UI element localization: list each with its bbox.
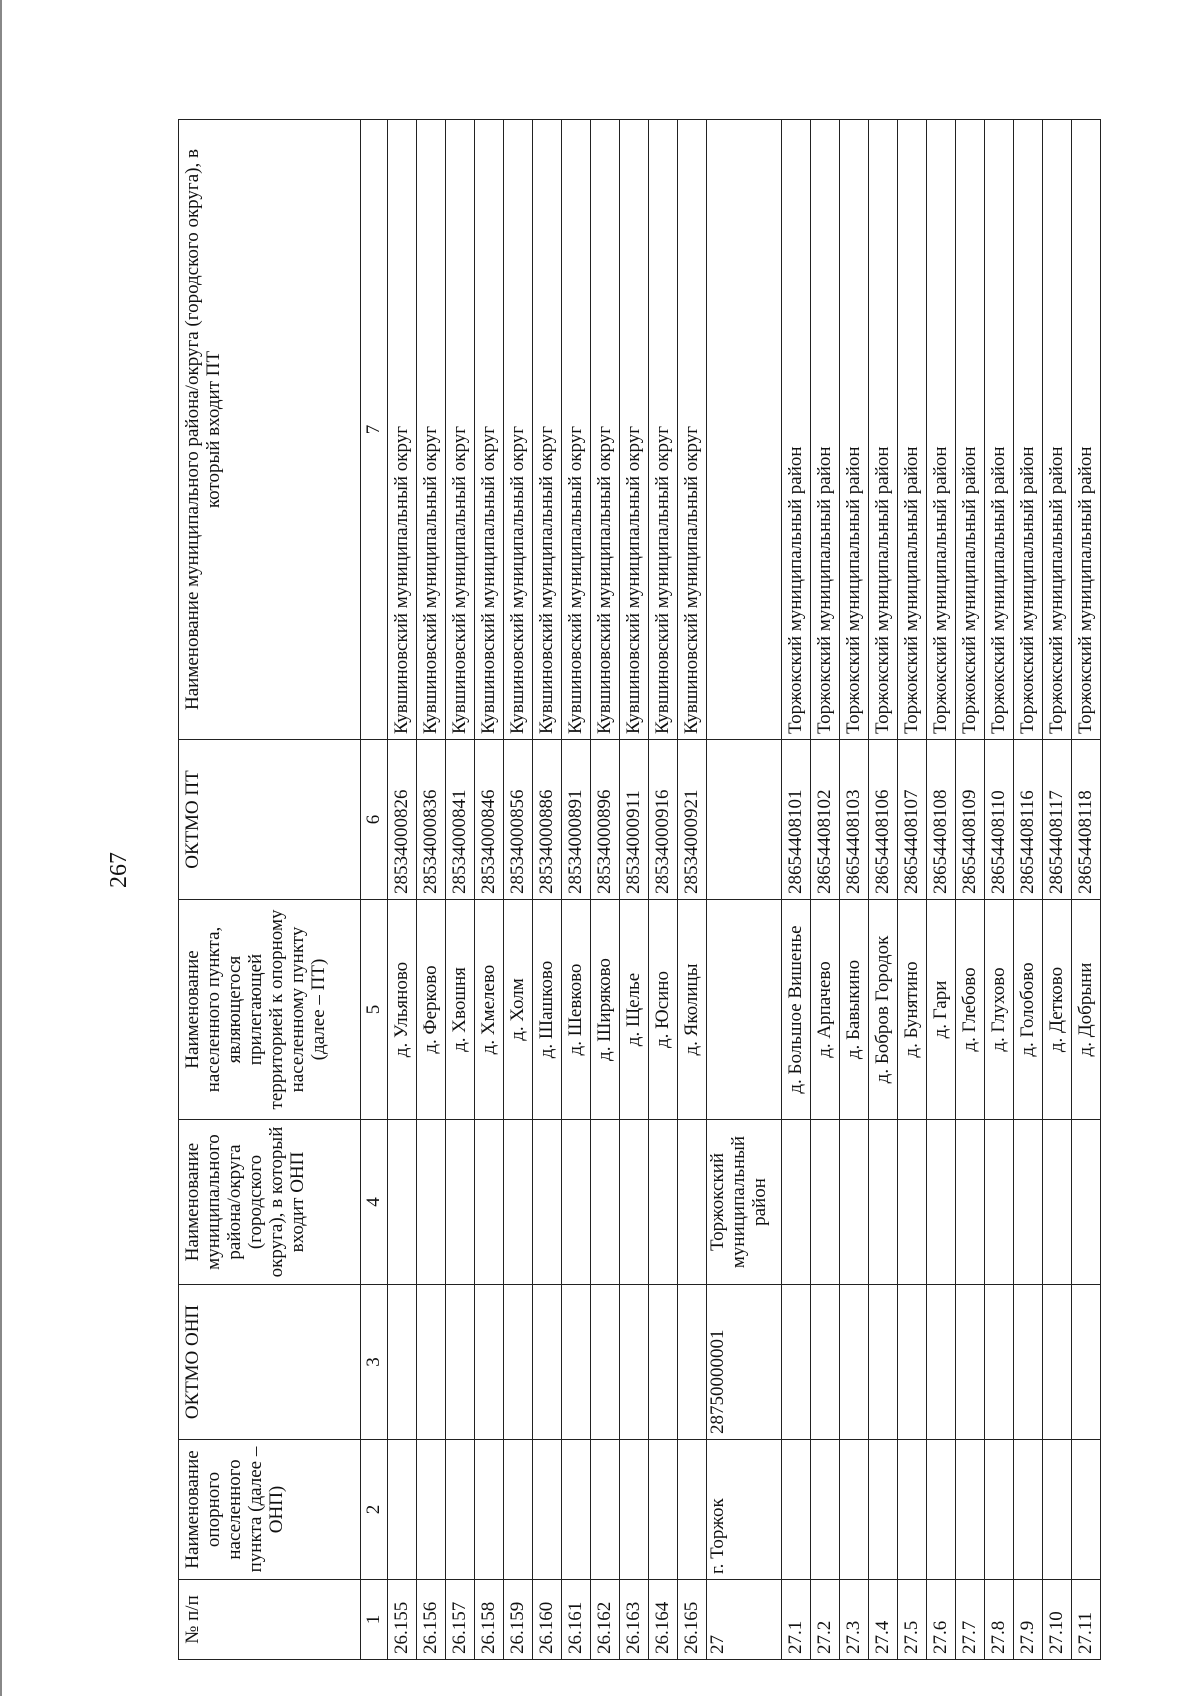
table-row [1014,120,1043,1660]
onp-name-cell [446,1440,475,1580]
onp-district-cell [504,1120,533,1285]
oktmo-onp-cell [388,1285,417,1440]
oktmo-pt-cell: 28534000891 [562,740,591,900]
onp-district-cell [388,1120,417,1285]
column-number: 1 [361,1580,388,1660]
oktmo-onp-cell [533,1285,562,1440]
onp-district-cell [840,1120,869,1285]
oktmo-pt-cell: 28654408101 [782,740,811,900]
header-oktmo-pt: ОКТМО ПТ [179,740,361,900]
oktmo-pt-cell: 28534000911 [620,740,649,900]
oktmo-onp-cell [649,1285,678,1440]
onp-name-cell [533,1440,562,1580]
pt-name-cell: д. Бобров Городок [869,900,898,1120]
pt-district-cell: Кувшиновский муниципальный округ [388,120,417,740]
table-row [446,120,475,1660]
table-row [985,120,1014,1660]
oktmo-onp-cell [782,1285,811,1440]
oktmo-onp-cell [898,1285,927,1440]
pt-name-cell: д. Юсино [649,900,678,1120]
table-row [811,120,840,1660]
row-number-cell: 26.158 [475,1580,504,1660]
table-row [1072,120,1101,1660]
table-row [649,120,678,1660]
onp-name-cell [475,1440,504,1580]
oktmo-onp-cell [1043,1285,1072,1440]
row-number-cell: 26.159 [504,1580,533,1660]
onp-name-cell [985,1440,1014,1580]
pt-district-cell: Торжокский муниципальный район [1043,120,1072,740]
page-number: 267 [106,852,132,888]
pt-name-cell: д. Холм [504,900,533,1120]
pt-district-cell: Торжокский муниципальный район [811,120,840,740]
oktmo-onp-cell [811,1285,840,1440]
row-number-cell: 26.162 [591,1580,620,1660]
pt-name-cell: д. Глебово [956,900,985,1120]
onp-name-cell [620,1440,649,1580]
onp-name-cell [417,1440,446,1580]
row-number-cell: 26.165 [678,1580,707,1660]
onp-district-cell [446,1120,475,1285]
oktmo-onp-cell [956,1285,985,1440]
table-row [869,120,898,1660]
onp-district-cell [985,1120,1014,1285]
pt-district-cell: Кувшиновский муниципальный округ [533,120,562,740]
onp-name-cell [782,1440,811,1580]
onp-name-cell [388,1440,417,1580]
onp-name-cell [956,1440,985,1580]
column-number: 6 [361,740,388,900]
onp-district-cell [898,1120,927,1285]
onp-name-cell [840,1440,869,1580]
table-row [475,120,504,1660]
row-number-cell: 26.156 [417,1580,446,1660]
column-number: 4 [361,1120,388,1285]
column-number: 3 [361,1285,388,1440]
pt-name-cell: д. Детково [1043,900,1072,1120]
pt-district-cell: Кувшиновский муниципальный округ [649,120,678,740]
row-number-cell: 27.4 [869,1580,898,1660]
pt-district-cell: Кувшиновский муниципальный округ [591,120,620,740]
pt-name-cell: д. Шашково [533,900,562,1120]
pt-district-cell: Торжокский муниципальный район [985,120,1014,740]
table-header-row [179,120,361,1660]
onp-district-cell [620,1120,649,1285]
pt-name-cell: д. Бавыкино [840,900,869,1120]
onp-district-cell [1072,1120,1101,1285]
onp-name-cell [1072,1440,1101,1580]
onp-name-cell [504,1440,533,1580]
oktmo-pt-cell: 28654408107 [898,740,927,900]
pt-district-cell: Торжокский муниципальный район [869,120,898,740]
row-number-cell: 27.10 [1043,1580,1072,1660]
onp-district-cell [869,1120,898,1285]
oktmo-pt-cell: 28654408116 [1014,740,1043,900]
pt-district-cell: Торжокский муниципальный район [927,120,956,740]
oktmo-onp-cell [985,1285,1014,1440]
pt-name-cell: д. Голобово [1014,900,1043,1120]
pt-name-cell: д. Арпачево [811,900,840,1120]
row-number-cell: 27.3 [840,1580,869,1660]
oktmo-pt-cell: 28534000916 [649,740,678,900]
pt-name-cell: д. Щелье [620,900,649,1120]
onp-name-cell [1043,1440,1072,1580]
onp-district-cell [475,1120,504,1285]
row-number-cell: 27.11 [1072,1580,1101,1660]
pt-name-cell: д. Гари [927,900,956,1120]
header-onp-name: Наименование опорного населенного пункта (далее – ОНП) [179,1440,361,1580]
onp-district-cell: Торжокский муниципальный район [707,1120,782,1285]
settlements-table [178,119,1101,1660]
table-row [927,120,956,1660]
row-number-cell: 26.157 [446,1580,475,1660]
onp-district-cell [927,1120,956,1285]
pt-district-cell: Торжокский муниципальный район [956,120,985,740]
pt-name-cell: д. Ширяково [591,900,620,1120]
oktmo-onp-cell: 28750000001 [707,1285,782,1440]
oktmo-onp-cell [927,1285,956,1440]
pt-district-cell: Кувшиновский муниципальный округ [504,120,533,740]
table-row [898,120,927,1660]
oktmo-onp-cell [417,1285,446,1440]
oktmo-pt-cell: 28654408109 [956,740,985,900]
pt-district-cell: Торжокский муниципальный район [840,120,869,740]
oktmo-pt-cell: 28654408117 [1043,740,1072,900]
row-number-cell: 27.5 [898,1580,927,1660]
pt-district-cell: Кувшиновский муниципальный округ [678,120,707,740]
oktmo-onp-cell [1072,1285,1101,1440]
row-number-cell: 27.9 [1014,1580,1043,1660]
onp-name-cell [649,1440,678,1580]
oktmo-onp-cell [869,1285,898,1440]
table-row [388,120,417,1660]
row-number-cell: 26.155 [388,1580,417,1660]
oktmo-pt-cell: 28534000846 [475,740,504,900]
column-number: 7 [361,120,388,740]
oktmo-onp-cell [475,1285,504,1440]
row-number-cell: 27 [707,1580,782,1660]
onp-district-cell [417,1120,446,1285]
header-oktmo-onp: ОКТМО ОНП [179,1285,361,1440]
oktmo-pt-cell: 28654408106 [869,740,898,900]
column-number: 2 [361,1440,388,1580]
pt-district-cell: Кувшиновский муниципальный округ [562,120,591,740]
table-body [388,120,1101,1660]
onp-district-cell [956,1120,985,1285]
pt-district-cell: Кувшиновский муниципальный округ [475,120,504,740]
row-number-cell: 26.160 [533,1580,562,1660]
onp-name-cell [678,1440,707,1580]
oktmo-pt-cell: 28534000856 [504,740,533,900]
oktmo-pt-cell: 28654408108 [927,740,956,900]
table-row [417,120,446,1660]
oktmo-pt-cell: 28534000826 [388,740,417,900]
onp-district-cell [591,1120,620,1285]
onp-district-cell [649,1120,678,1285]
onp-district-cell [782,1120,811,1285]
pt-name-cell: д. Большое Вишенье [782,900,811,1120]
pt-district-cell: Торжокский муниципальный район [1072,120,1101,740]
oktmo-pt-cell: 28534000841 [446,740,475,900]
oktmo-onp-cell [1014,1285,1043,1440]
row-number-cell: 27.1 [782,1580,811,1660]
oktmo-pt-cell [707,740,782,900]
pt-district-cell: Торжокский муниципальный район [782,120,811,740]
oktmo-pt-cell: 28534000896 [591,740,620,900]
table-row [620,120,649,1660]
table-row [840,120,869,1660]
row-number-cell: 27.6 [927,1580,956,1660]
rotated-table-frame [178,120,1183,1660]
oktmo-pt-cell: 28534000921 [678,740,707,900]
oktmo-pt-cell: 28654408102 [811,740,840,900]
onp-district-cell [811,1120,840,1285]
column-number: 5 [361,900,388,1120]
onp-name-cell: г. Торжок [707,1440,782,1580]
table-row [956,120,985,1660]
pt-name-cell: д. Яколицы [678,900,707,1120]
header-number: № п/п [179,1580,361,1660]
pt-district-cell: Кувшиновский муниципальный округ [620,120,649,740]
onp-name-cell [591,1440,620,1580]
scan-page-edge [0,0,2,1696]
oktmo-onp-cell [840,1285,869,1440]
pt-name-cell: д. Хвошня [446,900,475,1120]
onp-district-cell [1043,1120,1072,1285]
pt-district-cell: Кувшиновский муниципальный округ [417,120,446,740]
oktmo-pt-cell: 28654408103 [840,740,869,900]
oktmo-onp-cell [620,1285,649,1440]
oktmo-pt-cell: 28534000886 [533,740,562,900]
pt-name-cell: д. Бунятино [898,900,927,1120]
row-number-cell: 27.7 [956,1580,985,1660]
oktmo-pt-cell: 28534000836 [417,740,446,900]
header-onp-district: Наименование муниципального района/округа (городского округа), в который входит ОНП [179,1120,361,1285]
oktmo-pt-cell: 28654408118 [1072,740,1101,900]
onp-district-cell [533,1120,562,1285]
table-row [782,120,811,1660]
onp-district-cell [678,1120,707,1285]
oktmo-onp-cell [562,1285,591,1440]
onp-name-cell [811,1440,840,1580]
row-number-cell: 26.164 [649,1580,678,1660]
pt-name-cell [707,900,782,1120]
onp-name-cell [927,1440,956,1580]
oktmo-onp-cell [678,1285,707,1440]
onp-name-cell [869,1440,898,1580]
table-row [504,120,533,1660]
table-row [678,120,707,1660]
rotated-table-content [178,120,1183,1660]
pt-district-cell: Торжокский муниципальный район [1014,120,1043,740]
onp-district-cell [562,1120,591,1285]
row-number-cell: 26.163 [620,1580,649,1660]
table-row [707,120,782,1660]
pt-district-cell: Торжокский муниципальный район [898,120,927,740]
pt-name-cell: д. Глухово [985,900,1014,1120]
row-number-cell: 27.8 [985,1580,1014,1660]
onp-district-cell [1014,1120,1043,1285]
oktmo-pt-cell: 28654408110 [985,740,1014,900]
pt-district-cell [707,120,782,740]
table-row [562,120,591,1660]
row-number-cell: 27.2 [811,1580,840,1660]
onp-name-cell [898,1440,927,1580]
pt-name-cell: д. Хмелево [475,900,504,1120]
onp-name-cell [1014,1440,1043,1580]
pt-name-cell: д. Ферково [417,900,446,1120]
oktmo-onp-cell [446,1285,475,1440]
oktmo-onp-cell [591,1285,620,1440]
pt-name-cell: д. Добрыни [1072,900,1101,1120]
header-pt-name: Наименование населенного пункта, являющегося прилегающей территорией к опорному населенному пункту (далее – ПТ) [179,900,361,1120]
pt-name-cell: д. Шевково [562,900,591,1120]
pt-district-cell: Кувшиновский муниципальный округ [446,120,475,740]
table-row [533,120,562,1660]
table-row [591,120,620,1660]
pt-name-cell: д. Ульяново [388,900,417,1120]
column-number-row [361,120,388,1660]
onp-name-cell [562,1440,591,1580]
header-pt-district: Наименование муниципального района/округа (городского округа), в который входит ПТ [179,120,361,740]
table-row [1043,120,1072,1660]
row-number-cell: 26.161 [562,1580,591,1660]
oktmo-onp-cell [504,1285,533,1440]
